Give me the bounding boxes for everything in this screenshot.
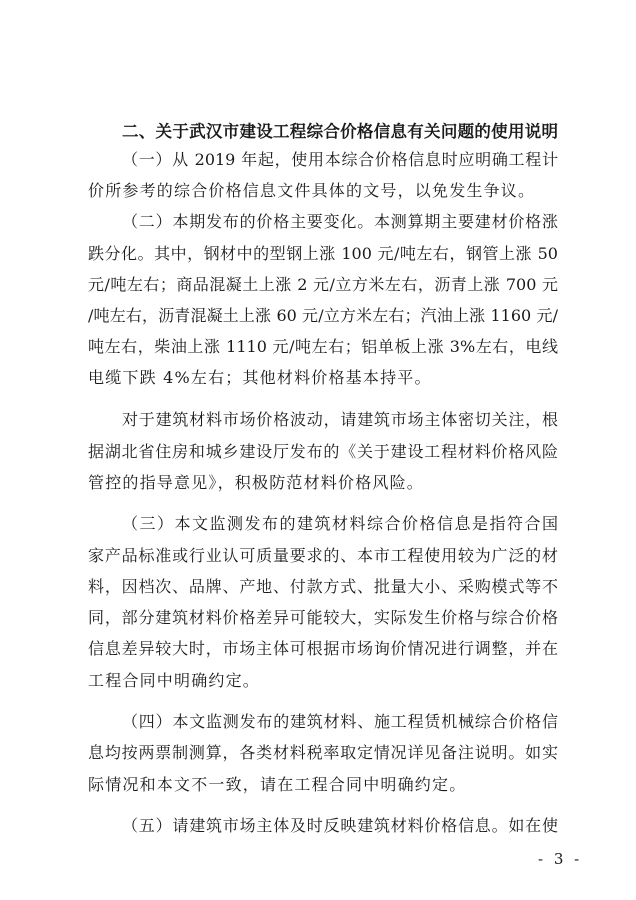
section-heading: 二、关于武汉市建设工程综合价格信息有关问题的使用说明: [122, 122, 558, 141]
text-line: 家产品标准或行业认可质量要求的、本市工程使用较为广泛的材: [88, 546, 558, 565]
text-line: 电缆下跌 4%左右；其他材料价格基本持平。: [88, 368, 432, 387]
text-line: 际情况和本文不一致，请在工程合同中明确约定。: [88, 775, 467, 794]
text-line: 同，部分建筑材料价格差异可能较大，实际发生价格与综合价格: [88, 608, 558, 627]
text-line: （三）本文监测发布的建筑材料综合价格信息是指符合国: [122, 514, 558, 533]
page-number: - 3 -: [538, 850, 583, 868]
text-line: 信息差异较大时，市场主体可根据市场询价情况进行调整，并在: [88, 639, 558, 658]
text-line: （二）本期发布的价格主要变化。本测算期主要建材价格涨: [122, 212, 558, 231]
text-line: （四）本文监测发布的建筑材料、施工程赁机械综合价格信: [122, 712, 558, 731]
text-line: 料，因档次、品牌、产地、付款方式、批量大小、采购模式等不: [88, 577, 558, 596]
text-line: （五）请建筑市场主体及时反映建筑材料价格信息。如在使: [122, 816, 558, 835]
text-line: （一）从 2019 年起，使用本综合价格信息时应明确工程计: [122, 150, 558, 169]
text-line: 元/吨左右；商品混凝土上涨 2 元/立方米左右，沥青上涨 700 元: [88, 275, 558, 294]
text-line: 据湖北省住房和城乡建设厅发布的《关于建设工程材料价格风险: [88, 442, 558, 461]
text-line: 跌分化。其中，钢材中的型钢上涨 100 元/吨左右，钢管上涨 50: [88, 244, 558, 263]
text-line: 吨左右，柴油上涨 1110 元/吨左右；铝单板上涨 3%左右，电线: [88, 337, 558, 356]
text-line: 息均按两票制测算，各类材料税率取定情况详见备注说明。如实: [88, 743, 558, 762]
text-line: 价所参考的综合价格信息文件具体的文号，以免发生争议。: [88, 181, 536, 200]
text-line: /吨左右，沥青混凝土上涨 60 元/立方米左右；汽油上涨 1160 元/: [88, 306, 558, 325]
text-line: 对于建筑材料市场价格波动，请建筑市场主体密切关注，根: [122, 410, 558, 429]
text-line: 工程合同中明确约定。: [88, 671, 261, 690]
text-line: 管控的指导意见》，积极防范材料价格风险。: [88, 473, 425, 492]
